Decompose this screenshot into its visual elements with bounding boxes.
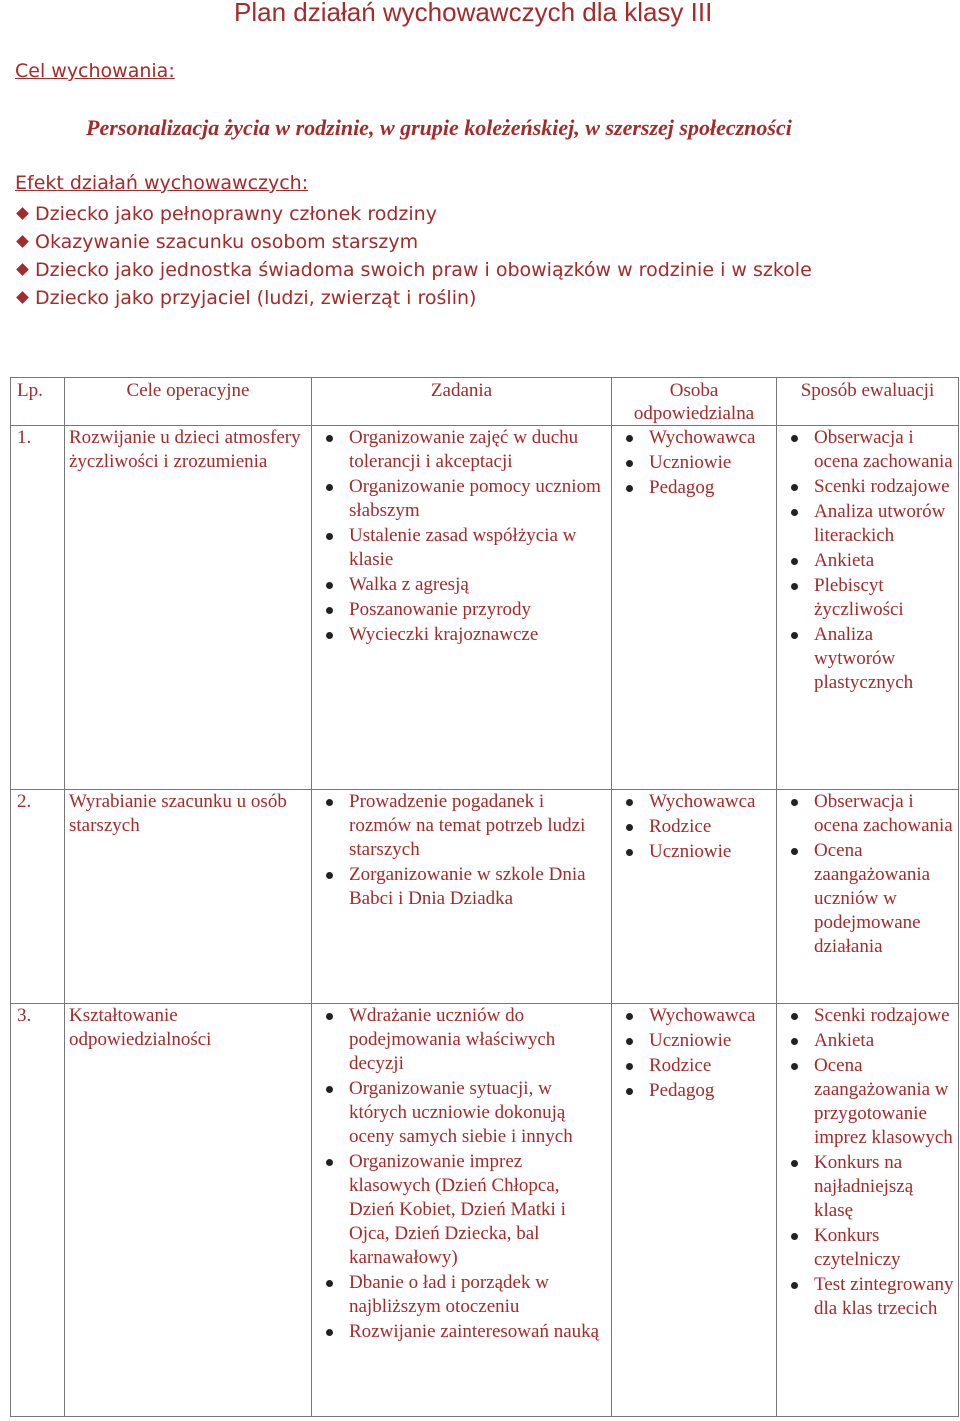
evaluation-item: Konkurs na najładniejszą klasę [781,1151,954,1223]
task-item: Zorganizowanie w szkole Dnia Babci i Dnia Dziadka [316,863,607,911]
evaluation-cell [777,790,959,1004]
evaluation-item: Analiza wytworów plastycznych [781,623,954,695]
operational-goal: Kształtowanie odpowiedzialności [65,1004,312,1417]
operational-goal: Rozwijanie u dzieci atmosfery życzliwości i zrozumienia [65,426,312,790]
person-item: Wychowawca [616,426,772,450]
evaluation-cell [777,426,959,790]
effects-list [15,200,812,312]
task-item: Ustalenie zasad współżycia w klasie [316,524,607,572]
page-title: Plan działań wychowawczych dla klasy III [234,0,713,27]
task-item: Organizowanie imprez klasowych (Dzień Chłopca, Dzień Kobiet, Dzień Matki i Ojca, Dzień Dziecka, bal karnawałowy) [316,1150,607,1270]
task-item: Organizowanie pomocy uczniom słabszym [316,475,607,523]
task-item: Walka z agresją [316,573,607,597]
evaluation-item: Scenki rodzajowe [781,1004,954,1028]
header-goals: Cele operacyjne [65,378,312,426]
plan-table [10,377,959,1417]
effect-item [15,200,812,228]
task-item: Organizowanie zajęć w duchu tolerancji i akceptacji [316,426,607,474]
persons-cell [612,1004,777,1417]
person-item: Rodzice [616,1054,772,1078]
person-item: Pedagog [616,476,772,500]
table-header-row [11,378,959,426]
effect-text: Dziecko jako jednostka świadoma swoich praw i obowiązków w rodzinie i w szkole [35,259,812,281]
evaluation-item: Test zintegrowany dla klas trzecich [781,1273,954,1321]
persons-cell [612,790,777,1004]
effect-text: Okazywanie szacunku osobom starszym [35,231,419,253]
evaluation-item: Analiza utworów literackich [781,500,954,548]
diamond-bullet-icon [16,207,29,220]
evaluation-item: Ocena zaangażowania uczniów w podejmowane działania [781,839,954,959]
task-item: Poszanowanie przyrody [316,598,607,622]
header-lp: Lp. [11,378,65,426]
evaluation-item: Obserwacja i ocena zachowania [781,426,954,474]
effect-item [15,228,812,256]
table-row [11,1004,959,1417]
diamond-bullet-icon [16,235,29,248]
table-row [11,790,959,1004]
evaluation-item: Scenki rodzajowe [781,475,954,499]
person-item: Rodzice [616,815,772,839]
diamond-bullet-icon [16,263,29,276]
evaluation-item: Konkurs czytelniczy [781,1224,954,1272]
educational-goal: Personalizacja życia w rodzinie, w grupie koleżeńskiej, w szerszej społeczności [86,115,792,140]
row-number: 2. [11,790,65,1004]
evaluation-cell [777,1004,959,1417]
person-item: Wychowawca [616,1004,772,1028]
table-row [11,426,959,790]
task-item: Wdrażanie uczniów do podejmowania właściwych decyzji [316,1004,607,1076]
evaluation-item: Ankieta [781,549,954,573]
header-evaluation: Sposób ewaluacji [777,378,959,426]
effect-text: Dziecko jako przyjaciel (ludzi, zwierząt i roślin) [35,287,477,309]
evaluation-item: Ocena zaangażowania w przygotowanie imprez klasowych [781,1054,954,1150]
effect-text: Dziecko jako pełnoprawny członek rodziny [35,203,437,225]
task-item: Wycieczki krajoznawcze [316,623,607,647]
person-item: Pedagog [616,1079,772,1103]
task-item: Dbanie o ład i porządek w najbliższym otoczeniu [316,1271,607,1319]
evaluation-item: Ankieta [781,1029,954,1053]
header-person: Osoba odpowiedzialna [612,378,777,426]
person-item: Uczniowie [616,451,772,475]
row-number: 3. [11,1004,65,1417]
tasks-cell [312,790,612,1004]
tasks-cell [312,426,612,790]
operational-goal: Wyrabianie szacunku u osób starszych [65,790,312,1004]
person-item: Uczniowie [616,1029,772,1053]
evaluation-item: Plebiscyt życzliwości [781,574,954,622]
effects-label: Efekt działań wychowawczych: [15,172,309,194]
effect-item [15,256,812,284]
task-item: Rozwijanie zainteresowań nauką [316,1320,607,1344]
goal-label: Cel wychowania: [15,60,175,82]
person-item: Uczniowie [616,840,772,864]
row-number: 1. [11,426,65,790]
tasks-cell [312,1004,612,1417]
person-item: Wychowawca [616,790,772,814]
task-item: Organizowanie sytuacji, w których uczniowie dokonują oceny samych siebie i innych [316,1077,607,1149]
effect-item [15,284,812,312]
persons-cell [612,426,777,790]
header-tasks: Zadania [312,378,612,426]
diamond-bullet-icon [16,291,29,304]
task-item: Prowadzenie pogadanek i rozmów na temat potrzeb ludzi starszych [316,790,607,862]
evaluation-item: Obserwacja i ocena zachowania [781,790,954,838]
